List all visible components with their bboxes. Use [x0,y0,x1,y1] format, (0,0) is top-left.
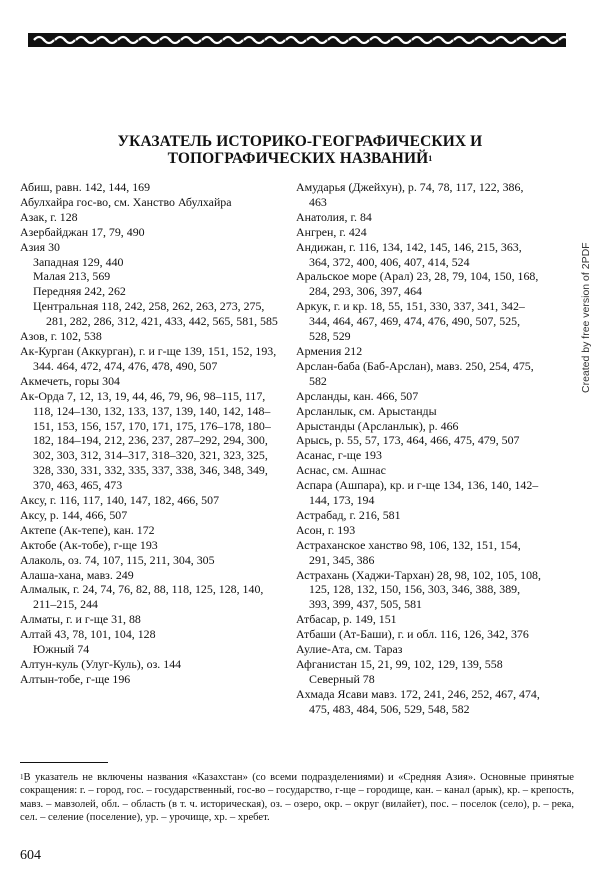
ornament-dot [64,39,67,42]
ornament-dot [43,39,46,42]
index-entry: Абулхайра гос-во, см. Ханство Абулхайра [20,194,232,209]
index-entry: Аркук, г. и кр. 18, 55, 151, 330, 337, 341, 342–344, 464, 467, 469, 474, 476, 490, 507, 525, 528, 529 [296,299,525,344]
index-entry: Азак, г. 128 [20,209,78,224]
index-entry: Ахмада Ясави мавз. 172, 241, 246, 252, 467, 474, 475, 483, 484, 506, 529, 548, 582 [296,686,540,716]
index-entry: Аспара (Ашпара), кр. и г-ще 134, 136, 140, 142–144, 173, 194 [296,478,539,508]
ornament-dot [316,39,319,42]
index-entry: Акмечеть, горы 304 [20,373,120,388]
index-entry: Алтай 43, 78, 101, 104, 128 [20,627,156,642]
ornament-dot [463,39,466,42]
index-entry: Арслан-баба (Баб-Арслан), мавз. 250, 254, 475, 582 [296,358,534,388]
index-entry: Азербайджан 17, 79, 490 [20,224,145,239]
ornament-dot [85,39,88,42]
index-entry: Астрабад, г. 216, 581 [296,507,401,522]
index-entry: Центральная 118, 242, 258, 262, 263, 273, 275, 281, 282, 286, 312, 421, 433, 442, 565, 581, 585 [33,299,278,329]
index-entry: Малая 213, 569 [33,269,111,284]
index-entry: Передняя 242, 262 [33,284,126,299]
index-entry: Алмалык, г. 24, 74, 76, 82, 88, 118, 125, 128, 140, 211–215, 244 [20,582,264,612]
index-entry: Алтын-тобе, г-ще 196 [20,671,131,686]
ornament-dot [337,39,340,42]
index-entry: Атбаши (Ат-Баши), г. и обл. 116, 126, 342, 376 [296,627,529,642]
ornament-dot [421,39,424,42]
footnote-divider [20,762,108,763]
index-entry: Актобе (Ак-тобе), г-ще 193 [20,537,158,552]
index-entry: Ак-Орда 7, 12, 13, 19, 44, 46, 79, 96, 98–115, 117, 118, 124–130, 132, 133, 137, 139, 140, 142, 148–151, 153, 156, 157, 170, 171, 175, 176–178, 180–182, 184–194, 212, 236, 237, 287–292, 294, 300, 302, 303, 312, 314–317, 318–320, 321, 323, 325, 328, 330, 331, 332, 335, 337, 338, 346, 348, 349, 370, 463, 465, 473 [20,388,271,493]
ornament-dot [127,39,130,42]
index-entry: Арыстанды (Арсланлык), р. 466 [296,418,459,433]
index-entry: Алаколь, оз. 74, 107, 115, 211, 304, 305 [20,552,215,567]
index-entry: Афганистан 15, 21, 99, 102, 129, 139, 558 [296,657,503,671]
ornament-dot [148,39,151,42]
title-footnote-mark: 1 [428,154,433,163]
ornament-dot [106,39,109,42]
index-entry: Анатолия, г. 84 [296,209,372,224]
index-entry: Актепе (Ак-тепе), кан. 172 [20,522,155,537]
footnote [20,771,574,825]
index-entry: Арсланлык, см. Арыстанды [296,403,437,418]
index-entry: Андижан, г. 116, 134, 142, 145, 146, 215, 363, 364, 372, 400, 406, 407, 414, 524 [296,239,522,269]
index-entry: Аральское море (Арал) 23, 28, 79, 104, 150, 168, 284, 293, 306, 397, 464 [296,269,539,299]
index-entry: Армения 212 [296,343,363,358]
index-entry: Ак-Курган (Аккурган), г. и г-ще 139, 151, 152, 193, 344. 464, 472, 474, 476, 478, 490, 507 [20,343,277,373]
index-entry: Алтун-куль (Улуг-Куль), оз. 144 [20,657,182,671]
index-entry: Асон, г. 193 [296,522,356,537]
ornament-dot [295,39,298,42]
ornament-dot [358,39,361,42]
index-entry: Северный 78 [309,671,375,686]
footnote-text: В указатель не включены названия «Казахстан» (со всеми подразделениями) и «Средняя Азия». Основные принятые сокращения: г. – город, гос. – государственный, гос-во – государство, г-ще – городище, кан. – канал (арык), кр. – крепость, мавз. – мавзолей, обл. – область (в т. ч. историческая), оз. – озеро, окр. – округ (вилайет), пос. – поселок (село), р. – река, сел. – селение (поселение), ур. – урочище, хр. – хребет. [20,772,574,824]
ornament-dot [400,39,403,42]
index-entry: Азов, г. 102, 538 [20,329,102,344]
side-watermark [576,195,594,395]
index-entry: Аксу, р. 144, 466, 507 [20,507,128,522]
index-entry: Аулие-Ата, см. Тараз [296,642,403,657]
ornament-dot [274,39,277,42]
index-entry: Арсланды, кан. 466, 507 [296,388,419,403]
index-entry: Западная 129, 440 [33,254,124,269]
index-column-left [20,180,286,687]
index-entry: Ангрен, г. 424 [296,224,367,239]
title-line-1: УКАЗАТЕЛЬ ИСТОРИКО-ГЕОГРАФИЧЕСКИХ И [117,133,483,150]
ornament-dot [505,39,508,42]
index-entry: Алматы, г. и г-ще 31, 88 [20,612,141,627]
index-entry: Астраханское ханство 98, 106, 132, 151, 154, 291, 345, 386 [296,537,521,567]
ornament-dot [442,39,445,42]
index-entry: Южный 74 [33,642,90,657]
title-line-2-text: ТОПОГРАФИЧЕСКИХ НАЗВАНИЙ [167,150,429,167]
index-entry: Астрахань (Хаджи-Тархан) 28, 98, 102, 105, 108, 125, 128, 132, 150, 156, 303, 346, 388, 389, 393, 399, 437, 505, 581 [296,567,541,612]
index-entry: Асанас, г-ще 193 [296,448,382,463]
index-entry: Аксу, г. 116, 117, 140, 147, 182, 466, 507 [20,493,220,508]
ornament-dot [547,39,550,42]
decorative-ornament-border [28,30,566,50]
index-column-right [296,180,542,717]
index-title [0,133,600,167]
ornament-dot [379,39,382,42]
page-number: 604 [20,848,41,863]
ornament-dot [169,39,172,42]
ornament-dot [484,39,487,42]
index-entry: Аснас, см. Ашнас [296,463,386,478]
ornament-dot [232,39,235,42]
ornament-dot [526,39,529,42]
side-watermark-text: Created by free version of 2PDF [580,242,592,393]
index-entry: Азия 30 [20,239,60,254]
index-entry: Амударья (Джейхун), р. 74, 78, 117, 122, 386, 463 [296,180,524,209]
index-entry: Атбасар, р. 149, 151 [296,612,397,627]
index-entry: Алаша-хана, мавз. 249 [20,567,134,582]
ornament-dot [211,39,214,42]
ornament-dot [253,39,256,42]
index-entry: Абиш, равн. 142, 144, 169 [20,180,151,194]
title-line-2 [0,150,600,167]
footnote-mark: 1 [20,773,24,781]
index-entry: Арысь, р. 55, 57, 173, 464, 466, 475, 479, 507 [296,433,520,448]
ornament-dot [190,39,193,42]
